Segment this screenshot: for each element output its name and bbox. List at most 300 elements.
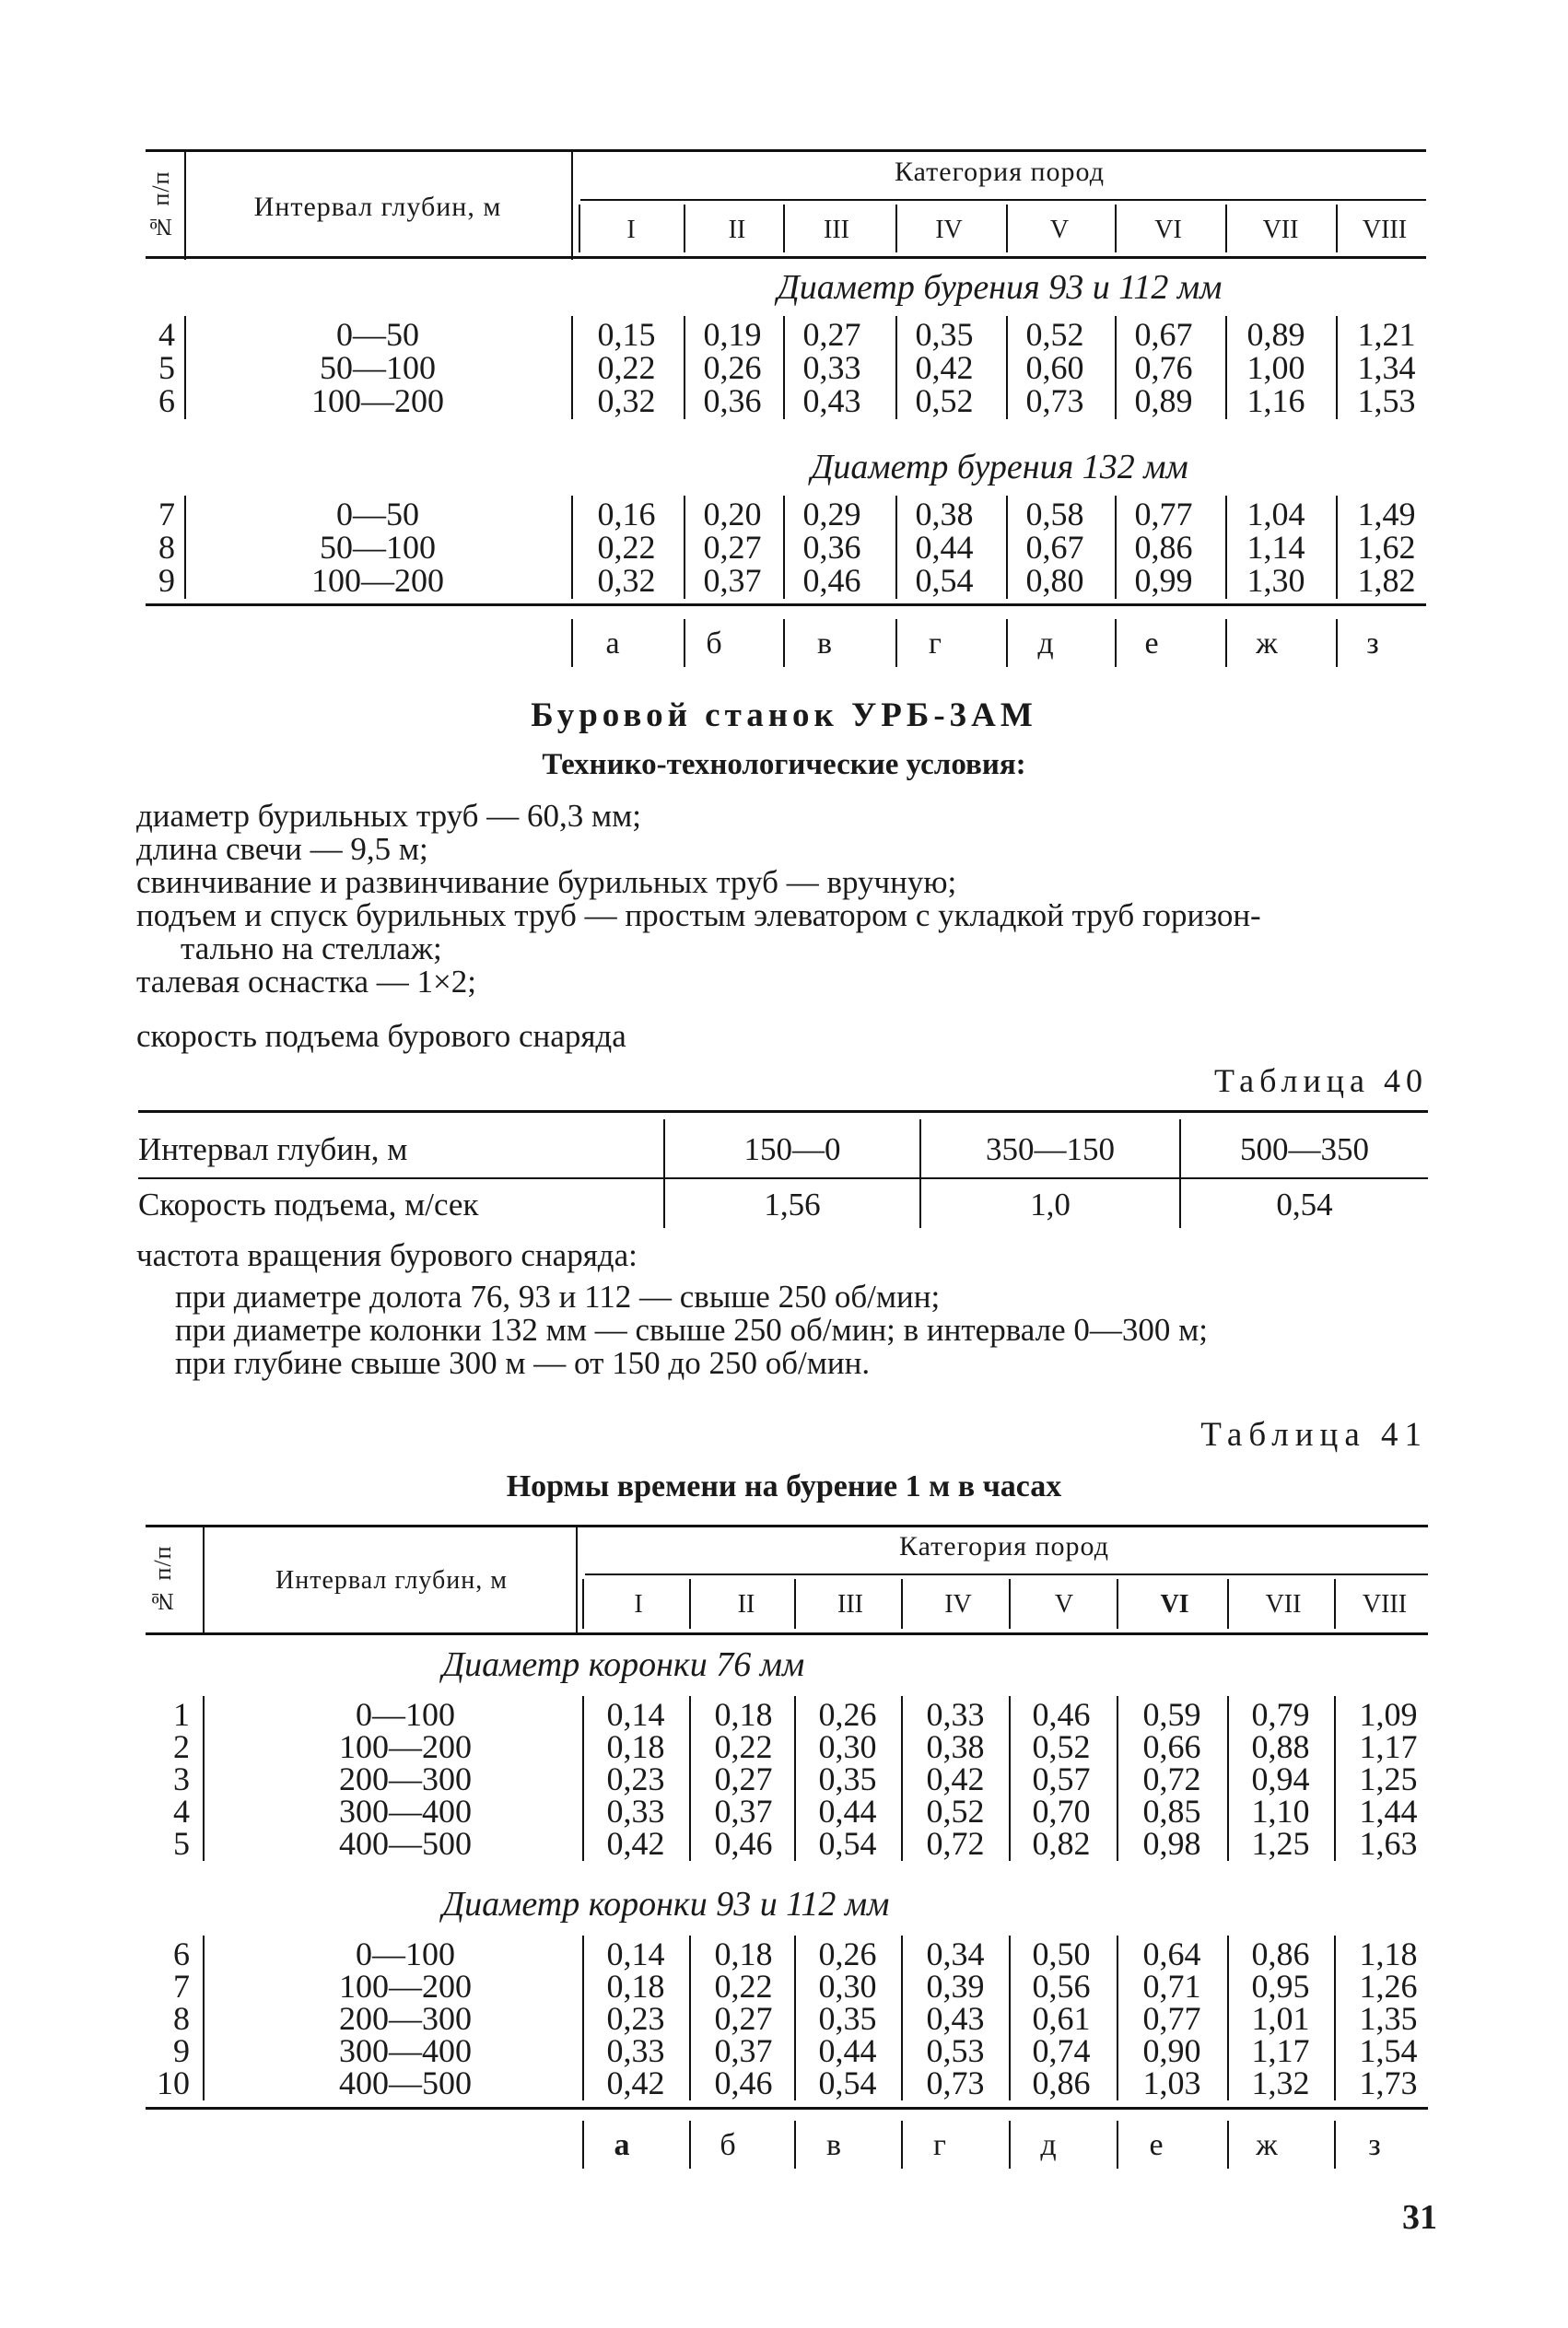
table-cell: 1,17 — [1251, 2032, 1310, 2069]
column-letter: б — [720, 2128, 736, 2162]
col-divider — [1115, 205, 1117, 252]
col-divider — [579, 205, 580, 252]
table-cell: 0,18 — [714, 1936, 773, 1972]
table-cell: 1,34 — [1357, 349, 1416, 386]
table-cell: 0,30 — [818, 1728, 877, 1765]
table-cell: 500—350 — [1240, 1131, 1369, 1167]
row-interval: 100—200 — [339, 1728, 472, 1765]
table-cell: 0,86 — [1134, 529, 1193, 566]
table41-title: Нормы времени на бурение 1 м в часах — [506, 1469, 1062, 1503]
col-divider — [1336, 619, 1338, 667]
col-divider — [901, 1579, 903, 1629]
table-cell: 0,46 — [1032, 1696, 1091, 1733]
col-divider — [1336, 205, 1338, 252]
table-cell: 0,46 — [714, 2065, 773, 2101]
table-cell: 0,70 — [1032, 1793, 1091, 1830]
col-divider — [1117, 2121, 1118, 2169]
column-letter: г — [929, 626, 942, 661]
column-letter: з — [1368, 2128, 1381, 2162]
col-divider — [901, 1696, 903, 1861]
col-divider — [571, 316, 573, 419]
col-divider — [571, 619, 573, 667]
col-divider — [1006, 205, 1008, 252]
table-cell: 0,35 — [818, 2000, 877, 2037]
table-cell: 0,27 — [714, 2000, 773, 2037]
table-cell: 1,62 — [1357, 529, 1416, 566]
table-cell: 0,26 — [818, 1936, 877, 1972]
col-divider — [901, 1936, 903, 2100]
table-cell: 0,18 — [606, 1728, 665, 1765]
col-num-header: № п/п — [149, 1545, 176, 1616]
section-title: Буровой станок УРБ-3АМ — [531, 696, 1037, 734]
table-cell: 0,46 — [714, 1825, 773, 1862]
col-category-header: Категория пород — [895, 157, 1105, 187]
category-header: VII — [1265, 1590, 1302, 1619]
col-divider — [184, 496, 186, 599]
table-cell: 0,18 — [606, 1968, 665, 2005]
col-divider — [1225, 496, 1227, 599]
row-interval: 100—200 — [311, 382, 444, 419]
col-divider — [783, 205, 785, 252]
table-cell: 0,52 — [915, 382, 974, 419]
row-interval: 100—200 — [311, 562, 444, 599]
table-cell: 0,32 — [597, 562, 656, 599]
table-cell: 1,25 — [1251, 1825, 1310, 1862]
table-cell: 0,54 — [1276, 1187, 1333, 1222]
category-header: IV — [935, 216, 963, 244]
table-cell: 0,71 — [1142, 1968, 1201, 2005]
row-number: 9 — [158, 562, 175, 599]
row-number: 4 — [158, 316, 175, 353]
table-cell: 0,26 — [703, 349, 762, 386]
col-divider — [794, 2121, 796, 2169]
table-cell: 0,32 — [597, 382, 656, 419]
table-cell: 0,46 — [802, 562, 861, 599]
section-heading: Диаметр бурения 132 мм — [811, 448, 1188, 486]
table-cell: 0,30 — [818, 1968, 877, 2005]
table-cell: 0,76 — [1134, 349, 1193, 386]
table-cell: 0,23 — [606, 1761, 665, 1797]
table-cell: 0,27 — [714, 1761, 773, 1797]
col-divider — [689, 1696, 691, 1861]
column-letter: е — [1144, 626, 1159, 661]
col-divider — [684, 619, 685, 667]
row-rule — [138, 1177, 1428, 1179]
table-cell: 0,27 — [703, 529, 762, 566]
table40-label: Таблица 40 — [1214, 1062, 1428, 1099]
table-top-rule — [146, 149, 1426, 152]
table-cell: 0,86 — [1251, 1936, 1310, 1972]
table-cell: 0,37 — [714, 1793, 773, 1830]
col-divider — [582, 1579, 584, 1629]
table-cell: 0,22 — [714, 1968, 773, 2005]
col-divider — [684, 316, 685, 419]
col-divider — [203, 1525, 205, 1635]
col-divider — [582, 1696, 584, 1861]
row-interval: 0—50 — [336, 316, 419, 353]
table-cell: 0,61 — [1032, 2000, 1091, 2037]
table-cell: 0,27 — [802, 316, 861, 353]
table-cell: 0,56 — [1032, 1968, 1091, 2005]
table-cell: 0,82 — [1032, 1825, 1091, 1862]
col-divider — [1334, 2121, 1336, 2169]
table-cell: 0,35 — [915, 316, 974, 353]
table-cell: 0,44 — [818, 1793, 877, 1830]
table-cell: 0,33 — [606, 1793, 665, 1830]
col-divider — [1225, 316, 1227, 419]
condition-line: диаметр бурильных труб — 60,3 мм; — [136, 798, 641, 834]
category-header: II — [737, 1590, 755, 1619]
category-header: V — [1049, 216, 1070, 244]
col-divider — [689, 1579, 691, 1629]
col-divider — [689, 1936, 691, 2100]
row-interval: 0—50 — [336, 496, 419, 532]
table-top-rule — [146, 1525, 1428, 1527]
row-interval: 300—400 — [339, 1793, 472, 1830]
table-cell: 0,57 — [1032, 1761, 1091, 1797]
column-letter: а — [605, 626, 620, 661]
rotation-label: частота вращения бурового снаряда: — [136, 1237, 638, 1273]
col-divider — [895, 205, 897, 252]
category-header: VIII — [1362, 216, 1408, 244]
table-cell: 0,52 — [1025, 316, 1084, 353]
speed-label: скорость подъема бурового снаряда — [136, 1018, 626, 1054]
col-divider — [1115, 316, 1117, 419]
col-interval-header: Интервал глубин, м — [253, 192, 502, 222]
table-cell: 0,77 — [1142, 2000, 1201, 2037]
table-cell: 0,37 — [703, 562, 762, 599]
table-cell: 1,49 — [1357, 496, 1416, 532]
table-cell: 0,98 — [1142, 1825, 1201, 1862]
table-cell: 350—150 — [986, 1131, 1115, 1167]
col-divider — [1117, 1936, 1118, 2100]
table-cell: 0,77 — [1134, 496, 1193, 532]
table-cell: 0,80 — [1025, 562, 1084, 599]
condition-line: подъем и спуск бурильных труб — простым элеватором с укладкой труб горизон- — [136, 897, 1261, 933]
col-divider — [794, 1936, 796, 2100]
table-cell: 0,54 — [915, 562, 974, 599]
table-cell: 0,44 — [915, 529, 974, 566]
table-cell: 0,23 — [606, 2000, 665, 2037]
rotation-line: при диаметре долота 76, 93 и 112 — свыше 250 об/мин; — [175, 1279, 941, 1315]
col-divider — [1117, 1579, 1118, 1629]
col-divider — [783, 316, 785, 419]
category-header: I — [626, 216, 636, 244]
col-divider — [184, 316, 186, 419]
table-cell: 0,34 — [926, 1936, 985, 1972]
col-divider — [1227, 1579, 1229, 1629]
table-cell: 1,21 — [1357, 316, 1416, 353]
condition-line: свинчивание и развинчивание бурильных труб — вручную; — [136, 864, 957, 900]
col-divider — [794, 1696, 796, 1861]
table-cell: 0,72 — [926, 1825, 985, 1862]
table-cell: 0,38 — [926, 1728, 985, 1765]
col-divider — [1334, 1696, 1336, 1861]
column-letter: д — [1040, 2128, 1057, 2162]
row-interval: 400—500 — [339, 1825, 472, 1862]
table-cell: 1,44 — [1359, 1793, 1418, 1830]
table-cell: 1,09 — [1359, 1696, 1418, 1733]
table-cell: 0,18 — [714, 1696, 773, 1733]
table-cell: 0,54 — [818, 1825, 877, 1862]
table-cell: 1,10 — [1251, 1793, 1310, 1830]
table-cell: 1,63 — [1359, 1825, 1418, 1862]
column-letter: е — [1149, 2128, 1164, 2162]
table-cell: 1,04 — [1246, 496, 1305, 532]
column-letter: ж — [1256, 2128, 1278, 2162]
header-bottom-rule — [146, 1632, 1428, 1635]
col-divider — [1336, 316, 1338, 419]
col-divider — [582, 1936, 584, 2100]
table-cell: 0,38 — [915, 496, 974, 532]
table-cell: 0,58 — [1025, 496, 1084, 532]
col-divider — [684, 496, 685, 599]
row-number: 8 — [173, 2000, 190, 2037]
table-cell: 1,16 — [1246, 382, 1305, 419]
row-interval: 50—100 — [320, 529, 436, 566]
condition-line: талевая оснастка — 1×2; — [136, 964, 476, 1000]
table-bottom-rule — [146, 603, 1426, 606]
col-divider — [895, 316, 897, 419]
col-divider — [689, 2121, 691, 2169]
table-cell: 1,03 — [1142, 2065, 1201, 2101]
table-cell: 1,32 — [1251, 2065, 1310, 2101]
table-cell: 1,18 — [1359, 1936, 1418, 1972]
table-bottom-rule — [146, 2107, 1428, 2110]
col-divider — [1227, 1936, 1229, 2100]
row-number: 9 — [173, 2032, 190, 2069]
row-interval: 200—300 — [339, 2000, 472, 2037]
col-divider — [582, 2121, 584, 2169]
table-cell: 0,85 — [1142, 1793, 1201, 1830]
row-number: 7 — [173, 1968, 190, 2005]
table-cell: 1,54 — [1359, 2032, 1418, 2069]
row-interval: 200—300 — [339, 1761, 472, 1797]
row-number: 5 — [173, 1825, 190, 1862]
table-cell: 0,39 — [926, 1968, 985, 2005]
column-letter: з — [1366, 626, 1379, 661]
row-interval: 100—200 — [339, 1968, 472, 2005]
col-divider — [1006, 316, 1008, 419]
col-divider — [783, 496, 785, 599]
table-cell: 0,14 — [606, 1936, 665, 1972]
table-cell: 0,33 — [802, 349, 861, 386]
table-cell: 0,22 — [597, 529, 656, 566]
table-cell: 0,43 — [926, 2000, 985, 2037]
rotation-line: при глубине свыше 300 м — от 150 до 250 об/мин. — [175, 1345, 871, 1381]
table-cell: 1,35 — [1359, 2000, 1418, 2037]
table-cell: 0,33 — [926, 1696, 985, 1733]
table-cell: 0,33 — [606, 2032, 665, 2069]
row-interval: 400—500 — [339, 2065, 472, 2101]
col-divider — [1117, 1696, 1118, 1861]
col-divider — [783, 619, 785, 667]
category-header: IV — [944, 1590, 972, 1619]
col-divider — [901, 2121, 903, 2169]
column-letter: б — [706, 626, 722, 661]
row-interval: 0—100 — [356, 1936, 455, 1972]
row-number: 7 — [158, 496, 175, 532]
table-cell: 0,15 — [597, 316, 656, 353]
col-divider — [576, 1525, 578, 1635]
page-number: 31 — [1402, 2198, 1437, 2237]
table-cell: 0,99 — [1134, 562, 1193, 599]
category-header: III — [837, 1590, 863, 1619]
table-cell: 150—0 — [743, 1131, 841, 1167]
table-cell: 0,44 — [818, 2032, 877, 2069]
condition-line: тально на стеллаж; — [181, 930, 442, 966]
col-divider — [1115, 496, 1117, 599]
row-interval: 300—400 — [339, 2032, 472, 2069]
table-cell: 0,90 — [1142, 2032, 1201, 2069]
table-cell: 0,52 — [1032, 1728, 1091, 1765]
col-divider — [1006, 496, 1008, 599]
header-bottom-rule — [146, 256, 1426, 259]
table-cell: 1,25 — [1359, 1761, 1418, 1797]
category-header: V — [1054, 1590, 1074, 1619]
category-header: I — [634, 1590, 643, 1619]
row-number: 6 — [173, 1936, 190, 1972]
row-number: 6 — [158, 382, 175, 419]
row-number: 5 — [158, 349, 175, 386]
rotation-line: при диаметре колонки 132 мм — свыше 250 об/мин; в интервале 0—300 м; — [175, 1312, 1208, 1348]
col-divider — [895, 619, 897, 667]
table-cell: 1,82 — [1357, 562, 1416, 599]
table-cell: 0,54 — [818, 2065, 877, 2101]
table41-label: Таблица 41 — [1200, 1416, 1428, 1454]
row-label: Интервал глубин, м — [138, 1131, 408, 1167]
col-divider — [684, 205, 685, 252]
col-divider — [203, 1936, 205, 2100]
table-cell: 0,66 — [1142, 1728, 1201, 1765]
col-divider — [1009, 1936, 1011, 2100]
table-cell: 0,14 — [606, 1696, 665, 1733]
category-header: VIII — [1362, 1590, 1408, 1619]
col-divider — [1009, 1696, 1011, 1861]
category-rule — [585, 1573, 1428, 1575]
table-cell: 0,16 — [597, 496, 656, 532]
table-cell: 0,36 — [802, 529, 861, 566]
col-divider — [571, 496, 573, 599]
column-letter: д — [1037, 626, 1054, 661]
table-cell: 0,36 — [703, 382, 762, 419]
col-divider — [1225, 619, 1227, 667]
category-header: VII — [1262, 216, 1299, 244]
table-cell: 0,73 — [926, 2065, 985, 2101]
col-divider — [1336, 496, 1338, 599]
table-cell: 1,0 — [1030, 1187, 1071, 1222]
col-divider — [1006, 619, 1008, 667]
table-cell: 0,42 — [606, 2065, 665, 2101]
col-divider — [1227, 2121, 1229, 2169]
table-cell: 0,64 — [1142, 1936, 1201, 1972]
category-header: III — [824, 216, 849, 244]
column-letter: г — [933, 2128, 946, 2162]
table-cell: 0,29 — [802, 496, 861, 532]
row-label: Скорость подъема, м/сек — [138, 1187, 479, 1222]
col-divider — [1225, 205, 1227, 252]
table-cell: 0,72 — [1142, 1761, 1201, 1797]
table-cell: 0,94 — [1251, 1761, 1310, 1797]
category-header: VI — [1154, 216, 1182, 244]
col-num-header: № п/п — [147, 170, 174, 240]
table-cell: 1,17 — [1359, 1728, 1418, 1765]
col-divider — [1009, 2121, 1011, 2169]
table-cell: 0,89 — [1134, 382, 1193, 419]
table-cell: 0,89 — [1246, 316, 1305, 353]
table-cell: 1,53 — [1357, 382, 1416, 419]
table-cell: 0,22 — [714, 1728, 773, 1765]
table-cell: 0,22 — [597, 349, 656, 386]
column-letter: в — [825, 2128, 842, 2162]
table-cell: 0,53 — [926, 2032, 985, 2069]
table-cell: 0,67 — [1025, 529, 1084, 566]
col-divider — [1334, 1936, 1336, 2100]
table-cell: 0,67 — [1134, 316, 1193, 353]
table-cell: 0,42 — [606, 1825, 665, 1862]
col-divider — [1227, 1696, 1229, 1861]
table-cell: 0,86 — [1032, 2065, 1091, 2101]
table-cell: 0,42 — [926, 1761, 985, 1797]
col-divider — [203, 1696, 205, 1861]
table-cell: 0,35 — [818, 1761, 877, 1797]
row-interval: 50—100 — [320, 349, 436, 386]
category-header: II — [728, 216, 746, 244]
row-interval: 0—100 — [356, 1696, 455, 1733]
table-cell: 0,37 — [714, 2032, 773, 2069]
col-divider — [1334, 1579, 1336, 1629]
col-divider — [1115, 619, 1117, 667]
col-divider — [184, 149, 186, 260]
category-header: VI — [1160, 1590, 1189, 1619]
table-cell: 1,00 — [1246, 349, 1305, 386]
section-heading: Диаметр бурения 93 и 112 мм — [777, 268, 1223, 307]
condition-line: длина свечи — 9,5 м; — [136, 831, 428, 867]
col-divider — [1009, 1579, 1011, 1629]
column-letter: а — [614, 2128, 630, 2162]
row-number: 3 — [173, 1761, 190, 1797]
row-number: 4 — [173, 1793, 190, 1830]
table-cell: 1,30 — [1246, 562, 1305, 599]
table-cell: 1,73 — [1359, 2065, 1418, 2101]
table-cell: 0,73 — [1025, 382, 1084, 419]
table-cell: 1,01 — [1251, 2000, 1310, 2037]
table-cell: 0,95 — [1251, 1968, 1310, 2005]
column-letter: ж — [1256, 626, 1278, 661]
row-number: 2 — [173, 1728, 190, 1765]
table-cell: 0,50 — [1032, 1936, 1091, 1972]
table-cell: 0,79 — [1251, 1696, 1310, 1733]
row-number: 10 — [157, 2065, 190, 2101]
col-category-header: Категория пород — [899, 1531, 1109, 1562]
table-cell: 1,26 — [1359, 1968, 1418, 2005]
table-cell: 0,74 — [1032, 2032, 1091, 2069]
table-cell: 1,14 — [1246, 529, 1305, 566]
col-divider — [794, 1579, 796, 1629]
col-divider — [571, 149, 573, 260]
column-letter: в — [816, 626, 833, 661]
table-cell: 0,52 — [926, 1793, 985, 1830]
table-cell: 0,20 — [703, 496, 762, 532]
table-top-rule — [138, 1110, 1428, 1113]
table-cell: 0,59 — [1142, 1696, 1201, 1733]
col-divider — [895, 496, 897, 599]
category-rule — [580, 199, 1426, 201]
table-cell: 0,19 — [703, 316, 762, 353]
table-cell: 0,43 — [802, 382, 861, 419]
row-number: 1 — [173, 1696, 190, 1733]
table-cell: 0,88 — [1251, 1728, 1310, 1765]
